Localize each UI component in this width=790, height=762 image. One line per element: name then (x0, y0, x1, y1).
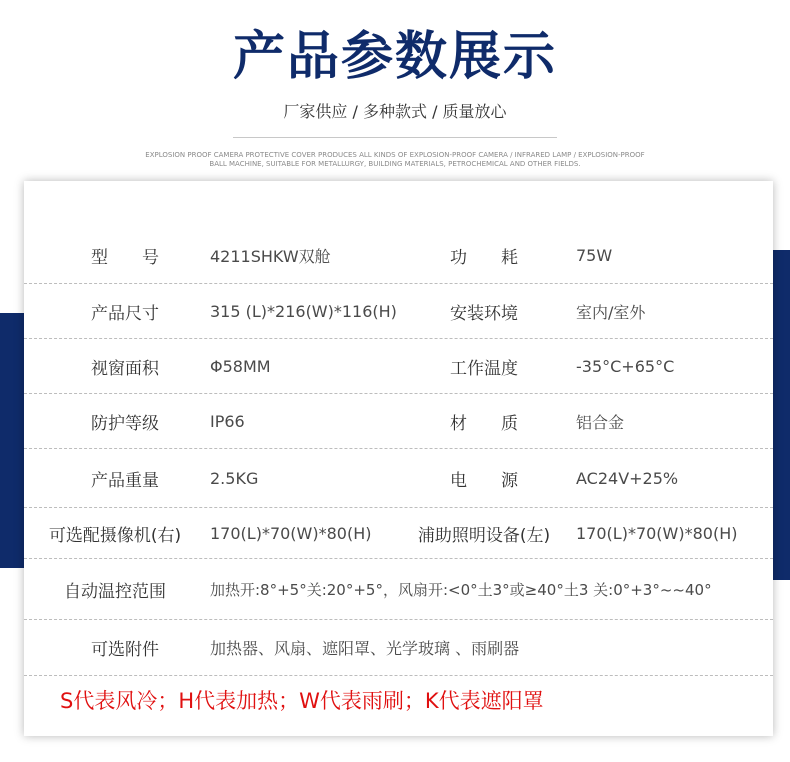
model-code-note: S代表风冷；H代表加热；W代表雨刷；K代表遮阳罩 (60, 689, 544, 713)
spec-value: IP66 (210, 411, 245, 431)
spec-row (24, 228, 773, 284)
spec-value: -35°C+65°C (576, 356, 675, 376)
spec-label: 材 质 (450, 413, 518, 434)
page-title: 产品参数展示 (232, 27, 557, 87)
spec-value: 铝合金 (576, 412, 625, 432)
spec-row (24, 394, 773, 449)
spec-value: Φ58MM (210, 356, 271, 376)
spec-value: 加热开:8°+5°关:20°+5°，风扇开:<0°土3°或≥40°土3 关:0°+3°~~40° (210, 580, 712, 599)
spec-value: 室内/室外 (576, 302, 646, 322)
spec-row (24, 284, 773, 339)
spec-label: 可选配摄像机(右) (48, 525, 182, 546)
spec-label: 型 号 (91, 248, 159, 268)
spec-value: AC24V+25% (576, 468, 679, 488)
spec-value: 170(L)*70(W)*80(H) (210, 523, 372, 543)
spec-row-wide (24, 559, 773, 620)
page-subtitle: 厂家供应 / 多种款式 / 质量放心 (283, 102, 507, 121)
spec-label: 视窗面积 (91, 358, 159, 379)
spec-label: 工作温度 (450, 358, 518, 379)
spec-label: 产品重量 (91, 470, 159, 491)
spec-label: 防护等级 (91, 413, 159, 434)
spec-label: 浦助照明设备(左) (417, 525, 551, 546)
spec-label: 电 源 (450, 470, 518, 491)
spec-value: 2.5KG (210, 468, 259, 488)
spec-value: 315 (L)*216(W)*116(H) (210, 301, 397, 321)
spec-value: 170(L)*70(W)*80(H) (576, 523, 738, 543)
spec-label: 产品尺寸 (91, 303, 159, 324)
spec-label: 功 耗 (450, 248, 518, 268)
spec-value: 75W (576, 246, 613, 265)
english-description: EXPLOSION PROOF CAMERA PROTECTIVE COVER PRODUCES ALL KINDS OF EXPLOSION-PROOF CAMERA / INFRARED LAMP / EXPLOSION-PROOF BALL MACHINE, SUITABLE FOR METALLURGY, BUILDING MATERIALS, PETROCHEMICAL AND OTHER FIELDS. (145, 151, 645, 168)
spec-label: 自动温控范围 (64, 581, 166, 602)
spec-row (24, 449, 773, 508)
spec-label: 安装环境 (450, 303, 518, 324)
title-divider (233, 137, 557, 138)
spec-value: 4211SHKW双舱 (210, 247, 331, 266)
spec-label: 可选附件 (91, 640, 159, 660)
spec-row (24, 339, 773, 394)
spec-value: 加热器、风扇、遮阳罩、光学玻璃 、雨刷器 (210, 639, 520, 658)
spec-table-card (24, 181, 773, 736)
spec-row-wide (24, 620, 773, 676)
spec-row (24, 508, 773, 559)
